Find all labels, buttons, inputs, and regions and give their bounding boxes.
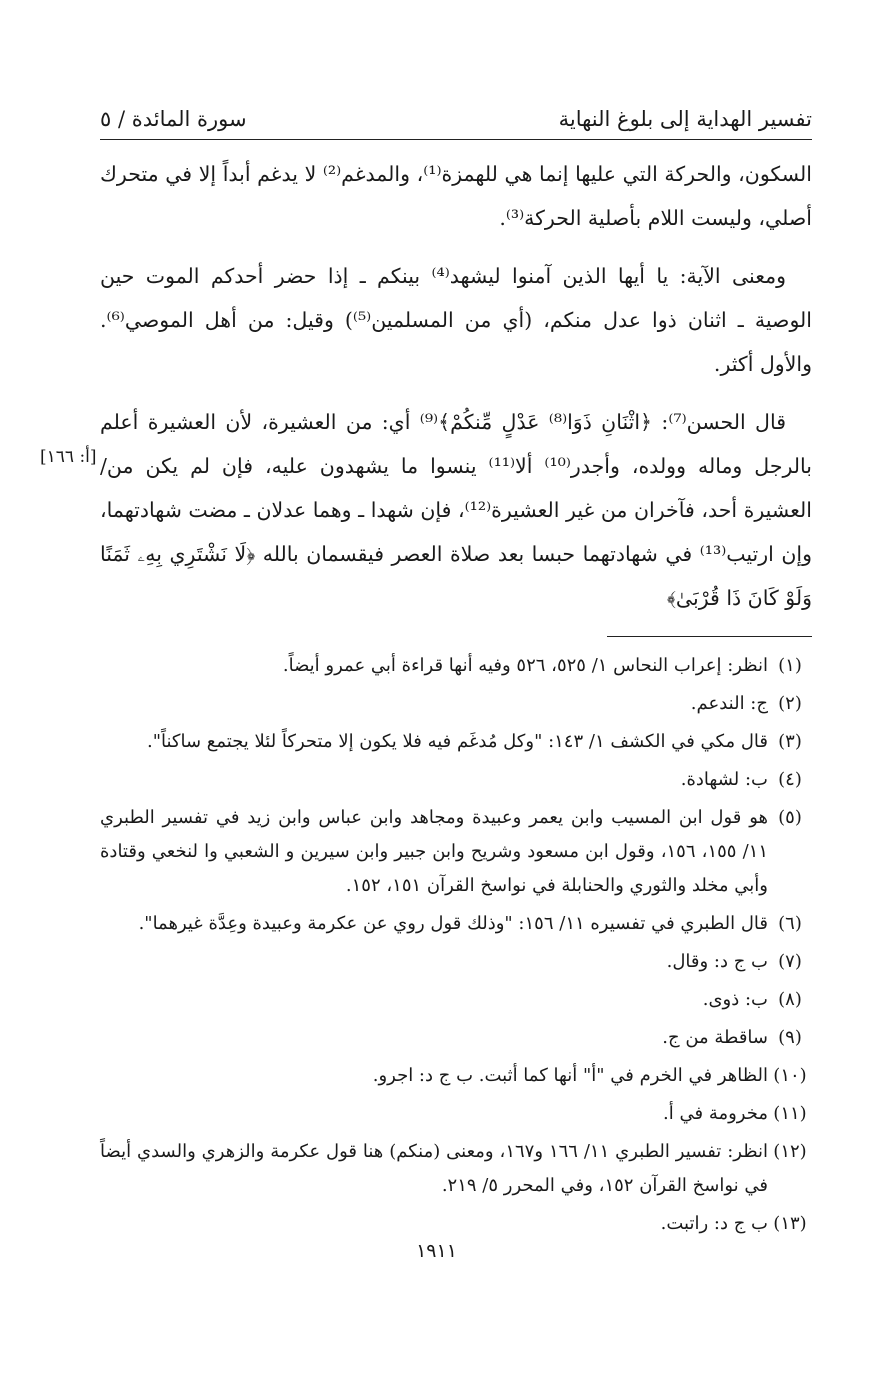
footnote-number: (١٠) — [773, 1065, 807, 1086]
footnote-number: (٥) — [778, 807, 802, 828]
footnote-item — [100, 649, 812, 683]
page-number: ١٩١١ — [416, 1240, 457, 1262]
footnote-text: ج: الندعم. — [690, 693, 768, 714]
footnote-item — [100, 687, 812, 721]
footnote-item — [100, 1097, 812, 1131]
main-text — [100, 152, 812, 620]
footnote-text: الظاهر في الخرم في "أ" أنها كما أثبت. ب ج د: اجرو. — [372, 1065, 768, 1086]
footnote-number: (٤) — [778, 769, 802, 790]
paragraph-3: قال الحسن⁽⁷⁾: ﴿اثْنَانِ ذَوَا⁽⁸⁾ عَدْلٍ مِّنكُمْ﴾⁽⁹⁾ أي: من العشيرة، لأن العشيرة أعلم بالرجل وماله وولده، وأجدر⁽¹⁰⁾ ألا⁽¹¹⁾ ينسوا ما يشهدون عليه، فإن لم يكن من/ العشيرة أحد، فآخران من غير العشيرة⁽¹²⁾، فإن شهدا ـ وهما عدلان ـ مضت شهادتهما، وإن ارتيب⁽¹³⁾ في شهادتهما حبسا بعد صلاة العصر فيقسمان بالله ﴿لَا نَشْتَرِي بِهِۦ ثَمَنًا وَلَوْ كَانَ ذَا قُرْبَىٰ﴾ — [100, 410, 812, 610]
footnote-number: (٣) — [778, 731, 802, 752]
footnote-number: (٦) — [778, 913, 802, 934]
footnote-item — [100, 1135, 812, 1203]
footnote-text: قال الطبري في تفسيره ١١/ ١٥٦: "وذلك قول روي عن عكرمة وعبيدة وعِدَّة غيرهما". — [138, 913, 768, 934]
footnote-item — [100, 763, 812, 797]
footnote-item — [100, 983, 812, 1017]
paragraph-1: السكون، والحركة التي عليها إنما هي للهمزة⁽¹⁾، والمدغم⁽²⁾ لا يدغم أبداً إلا في متحرك أصلي، وليست اللام بأصلية الحركة⁽³⁾. — [100, 162, 812, 230]
footnote-text: ب ج د: وقال. — [666, 951, 768, 972]
footnote-item — [100, 1059, 812, 1093]
footnote-text: ب ج د: راتبت. — [660, 1213, 768, 1234]
running-header — [100, 100, 812, 140]
footnote-item — [100, 1021, 812, 1055]
sura-reference: سورة المائدة / ٥ — [100, 107, 247, 131]
footnote-text: ساقطة من ج. — [662, 1027, 768, 1048]
footnote-number: (١٢) — [773, 1141, 807, 1162]
footnote-item — [100, 801, 812, 903]
footnote-separator — [607, 636, 812, 637]
footnote-number: (١٣) — [773, 1213, 807, 1234]
footnote-number: (٢) — [778, 693, 802, 714]
paragraph-2: ومعنى الآية: يا أيها الذين آمنوا ليشهد⁽⁴⁾ بينكم ـ إذا حضر أحدكم الموت حين الوصية ـ اثنان ذوا عدل منكم، (أي من المسلمين⁽⁵⁾) وقيل: من أهل الموصي⁽⁶⁾. والأول أكثر. — [100, 264, 812, 376]
footnote-number: (٧) — [778, 951, 802, 972]
footnote-text: قال مكي في الكشف ١/ ١٤٣: "وكل مُدغَم فيه فلا يكون إلا متحركاً لئلا يجتمع ساكناً". — [147, 731, 768, 752]
footnote-text: ب: ذوى. — [702, 989, 768, 1010]
footnote-text: انظر: إعراب النحاس ١/ ٥٢٥، ٥٢٦ وفيه أنها قراءة أبي عمرو أيضاً. — [282, 655, 768, 676]
footnotes — [100, 649, 812, 1241]
footnote-item — [100, 1207, 812, 1241]
footnote-number: (١١) — [773, 1103, 807, 1124]
footnote-text: ب: لشهادة. — [680, 769, 768, 790]
footnote-item — [100, 725, 812, 759]
manuscript-margin-reference: [أ: ١٦٦] — [40, 447, 97, 467]
footnote-item — [100, 907, 812, 941]
footnote-number: (٨) — [778, 989, 802, 1010]
footnote-item — [100, 945, 812, 979]
footnote-text: هو قول ابن المسيب وابن يعمر وعبيدة ومجاهد وابن عباس وابن زيد في تفسير الطبري ١١/ ١٥٥، ١٥٦، وقول ابن مسعود وشريح وابن جبير وابن سيرين و الشعبي وا لنخعي وقتادة وأبي مخلد والثوري والحنابلة في نواسخ القرآن ١٥١، ١٥٢. — [100, 807, 768, 896]
book-page — [100, 100, 812, 1245]
book-title: تفسير الهداية إلى بلوغ النهاية — [558, 107, 812, 131]
footnote-number: (١) — [778, 655, 802, 676]
footnote-number: (٩) — [778, 1027, 802, 1048]
footnote-text: مخرومة في أ. — [663, 1103, 768, 1124]
footnote-text: انظر: تفسير الطبري ١١/ ١٦٦ و١٦٧، ومعنى (منكم) هنا قول عكرمة والزهري والسدي أيضاً في نواسخ القرآن ١٥٢، وفي المحرر ٥/ ٢١٩. — [100, 1141, 768, 1196]
